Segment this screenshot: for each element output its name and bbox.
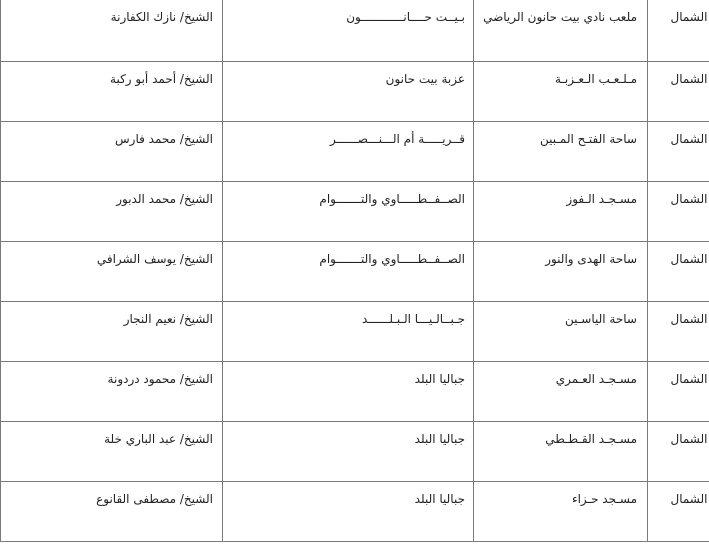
area-cell: الصــفــطـــــاوي والتـــــــوام <box>223 181 474 241</box>
region-cell: الشمال <box>648 121 709 181</box>
area-cell: الصــفــطـــــاوي والتـــــــوام <box>223 241 474 301</box>
area-cell: قــريـــــة أم الـــنـــصــــــر <box>223 121 474 181</box>
imam-cell: الشيخ/ أحمد أبو ركبة <box>1 61 223 121</box>
region-cell: الشمال <box>648 61 709 121</box>
region-cell: الشمال <box>648 361 709 421</box>
table-row <box>1 361 709 421</box>
area-cell: عزبة بيت حانون <box>223 61 474 121</box>
region-cell: الشمال <box>648 301 709 361</box>
table-row <box>1 61 709 121</box>
region-cell: الشمال <box>648 181 709 241</box>
region-cell: الشمال <box>648 481 709 541</box>
venue-cell: مسـجـد القـطـطي <box>474 421 648 481</box>
table-row <box>1 0 709 61</box>
table-row <box>1 301 709 361</box>
region-cell: الشمال <box>648 421 709 481</box>
table-row <box>1 481 709 541</box>
venue-cell: ساحة الفتـح المـبين <box>474 121 648 181</box>
region-cell: الشمال <box>648 241 709 301</box>
venue-cell: مسـجـد العـمري <box>474 361 648 421</box>
venue-cell: ملعب نادي بيت حانون الرياضي <box>474 0 648 61</box>
area-cell: جباليا البلد <box>223 361 474 421</box>
imam-cell: الشيخ/ محمد الدبور <box>1 181 223 241</box>
table-row <box>1 181 709 241</box>
table-row <box>1 121 709 181</box>
imam-cell: الشيخ/ يوسف الشرافي <box>1 241 223 301</box>
venue-cell: مسـجـد الـفوز <box>474 181 648 241</box>
area-cell: جباليا البلد <box>223 421 474 481</box>
imam-cell: الشيخ/ محمود دردونة <box>1 361 223 421</box>
venue-cell: مـلـعـب الـعـزبـة <box>474 61 648 121</box>
region-cell: الشمال <box>648 0 709 61</box>
table-row <box>1 421 709 481</box>
imam-cell: الشيخ/ عبد الباري خلة <box>1 421 223 481</box>
area-cell: جباليا البلد <box>223 481 474 541</box>
venue-cell: ساحة الياسـين <box>474 301 648 361</box>
imam-cell: الشيخ/ مصطفى القانوع <box>1 481 223 541</box>
area-cell: بـيــت حــــانــــــــــــون <box>223 0 474 61</box>
table-row <box>1 241 709 301</box>
venue-cell: ساحة الهدى والنور <box>474 241 648 301</box>
imam-cell: الشيخ/ نعيم النجار <box>1 301 223 361</box>
imam-cell: الشيخ/ محمد فارس <box>1 121 223 181</box>
venue-cell: مسـجد حـزاء <box>474 481 648 541</box>
area-cell: جـبــالـيـــا الـبـلــــــد <box>223 301 474 361</box>
imam-cell: الشيخ/ نازك الكفارنة <box>1 0 223 61</box>
